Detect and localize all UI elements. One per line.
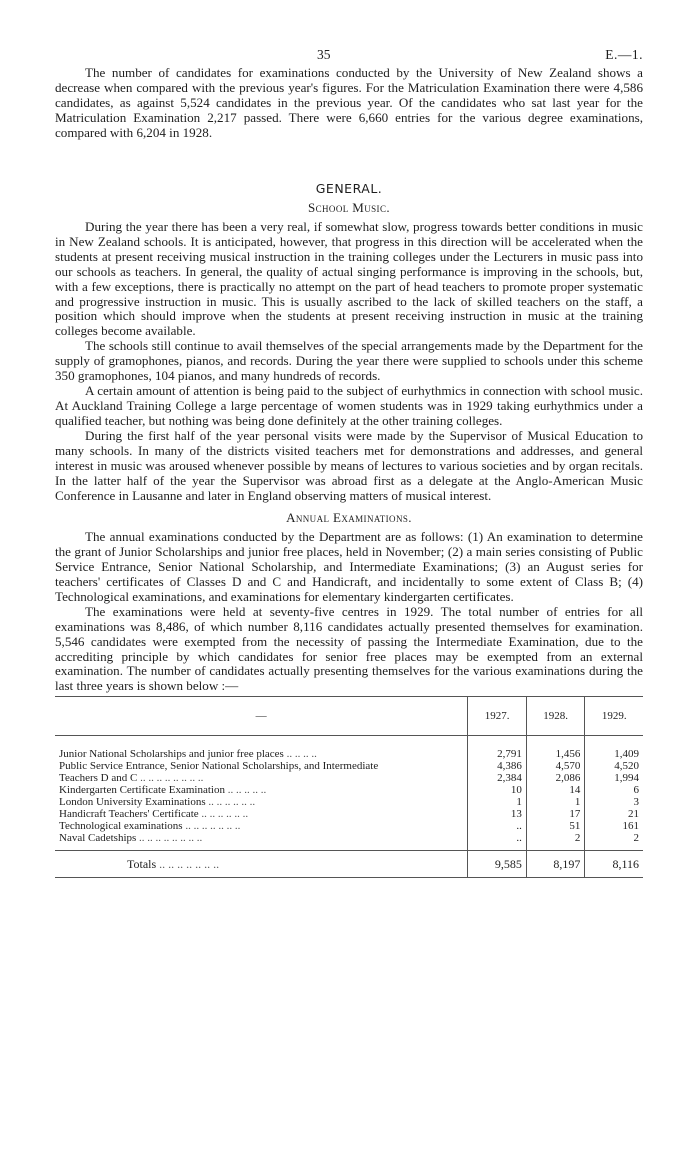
- cell-1929: 2: [585, 832, 643, 851]
- cell-1929: 21: [585, 808, 643, 820]
- row-label: London University Examinations .. .. .. .. .. ..: [59, 796, 256, 809]
- school-music-paragraph-4: During the first half of the year personal visits were made by the Supervisor of Musical Education to many schools. In many of the districts visited teachers met for demonstrations and addresses, and general interest in music was aroused whenever possible by means of lectures to various societies and by organ recitals. In the latter half of the year the Supervisor was abroad first as a delegate at the Anglo-American Music Conference in Lausanne and later in England observing matters of musical interest.: [55, 428, 643, 503]
- totals-label: Totals .. .. .. .. .. .. ..: [55, 851, 468, 878]
- cell-1928: 1,456: [526, 736, 585, 761]
- total-1927: 9,585: [468, 851, 527, 878]
- row-label: Teachers D and C .. .. .. .. .. .. .. ..: [59, 772, 204, 785]
- cell-1929: 3: [585, 796, 643, 808]
- totals-row: [55, 851, 643, 878]
- table-row: [55, 784, 643, 796]
- table-row: [55, 808, 643, 820]
- cell-1928: 51: [526, 820, 585, 832]
- table-row: [55, 820, 643, 832]
- cell-1929: 4,520: [585, 760, 643, 772]
- row-label: Handicraft Teachers' Certificate .. .. .. .. .. ..: [59, 808, 249, 821]
- annual-examinations-paragraph-2: The examinations were held at seventy-five centres in 1929. The total number of entries for all examinations was 8,486, of which number 8,116 candidates actually presented themselves for examination. 5,546 candidates were exempted from the necessity of passing the Intermediate Examination, due to the accrediting principle by which candidates for senior free places may be exempted from an external examination. The number of candidates actually presenting themselves for the various examinations during the last three years is shown below :—: [55, 603, 643, 694]
- cell-1928: 4,570: [526, 760, 585, 772]
- year-header-1927: 1927.: [468, 697, 527, 736]
- table-row: [55, 736, 643, 761]
- cell-1927: 2,384: [468, 772, 527, 784]
- cell-1928: 17: [526, 808, 585, 820]
- cell-1927: 10: [468, 784, 527, 796]
- table-row: [55, 760, 643, 772]
- cell-1928: 14: [526, 784, 585, 796]
- cell-1929: 1,409: [585, 736, 643, 761]
- cell-1927: 4,386: [468, 760, 527, 772]
- cell-1927: 13: [468, 808, 527, 820]
- total-1928: 8,197: [526, 851, 585, 878]
- row-label: Public Service Entrance, Senior National Scholarships, and Intermediate: [59, 760, 379, 773]
- year-header-1928: 1928.: [526, 697, 585, 736]
- school-music-heading: School Music.: [308, 199, 390, 215]
- page-code: E.—1.: [605, 47, 643, 62]
- row-label: Kindergarten Certificate Examination .. .. .. .. ..: [59, 784, 267, 797]
- annual-examinations-heading: Annual Examinations.: [286, 509, 412, 525]
- school-music-paragraph-3: A certain amount of attention is being paid to the subject of eurhythmics in connection with school music. At Auckland Training College a large percentage of women students was in 1929 taking eurhythmics under a qualified teacher, but nothing was being done definitely at the other training colleges.: [55, 383, 643, 429]
- school-music-paragraph-2: The schools still continue to avail themselves of the special arrangements made by the Department for the supply of gramophones, pianos, and records. During the year there were supplied to schools under this scheme 350 gramophones, 104 pianos, and many hundreds of records.: [55, 338, 643, 384]
- cell-1929: 1,994: [585, 772, 643, 784]
- row-label: Technological examinations .. .. .. .. .. .. ..: [59, 820, 241, 833]
- table-row: [55, 796, 643, 808]
- cell-1929: 161: [585, 820, 643, 832]
- table-row: [55, 832, 643, 851]
- row-label: Junior National Scholarships and junior free places .. .. .. ..: [59, 748, 317, 761]
- table-corner: —: [55, 697, 468, 736]
- cell-1927: ..: [468, 820, 527, 832]
- page-number: 35: [317, 47, 331, 62]
- cell-1929: 6: [585, 784, 643, 796]
- cell-1927: ..: [468, 832, 527, 851]
- annual-examinations-paragraph-1: The annual examinations conducted by the Department are as follows: (1) An examination to determine the grant of Junior Scholarships and junior free places, held in November; (2) a main series consisting of Public Service Entrance, Senior National Scholarship, and Intermediate Examinations; (3) an August series for teachers' certificates of Classes D and C and Handicraft, and incidentally to some extent of Class B; (4) Technological examinations, and examinations for elementary kindergarten certificates.: [55, 528, 643, 604]
- cell-1928: 1: [526, 796, 585, 808]
- table-row: [55, 772, 643, 784]
- cell-1928: 2,086: [526, 772, 585, 784]
- cell-1928: 2: [526, 832, 585, 851]
- table-header-row: [55, 697, 643, 736]
- school-music-paragraph-1: During the year there has been a very real, if somewhat slow, progress towards better conditions in music in New Zealand schools. It is anticipated, however, that progress in this direction will be accelerated when the students at present receiving musical instruction in the training colleges under the Lecturers in music pass into our schools as teachers. In general, the quality of actual singing performance is improving in the schools, but, with a few exceptions, there is practically no attempt on the part of head teachers to promote proper systematic and progressive instruction in music. This is usually ascribed to the lack of skilled teachers on the staff, a position which should improve when the students at present receiving instruction in music at the training colleges become available.: [55, 218, 643, 339]
- document-page: [55, 0, 643, 878]
- row-label: Naval Cadetships .. .. .. .. .. .. .. ..: [59, 832, 203, 845]
- intro-paragraph: The number of candidates for examinations conducted by the University of New Zealand shows a decrease when compared with the previous year's figures. For the Matriculation Examination there were 4,586 candidates, as against 5,524 candidates in the previous year. Of the candidates who sat last year for the Matriculation Examination 2,217 passed. There were 6,660 entries for the various degree examinations, compared with 6,204 in 1928.: [55, 65, 643, 140]
- general-heading: GENERAL.: [315, 180, 383, 196]
- year-header-1929: 1929.: [585, 697, 643, 736]
- total-1929: 8,116: [585, 851, 643, 878]
- examinations-table: [55, 696, 643, 878]
- page-header: [55, 0, 643, 66]
- cell-1927: 2,791: [468, 736, 527, 761]
- cell-1927: 1: [468, 796, 527, 808]
